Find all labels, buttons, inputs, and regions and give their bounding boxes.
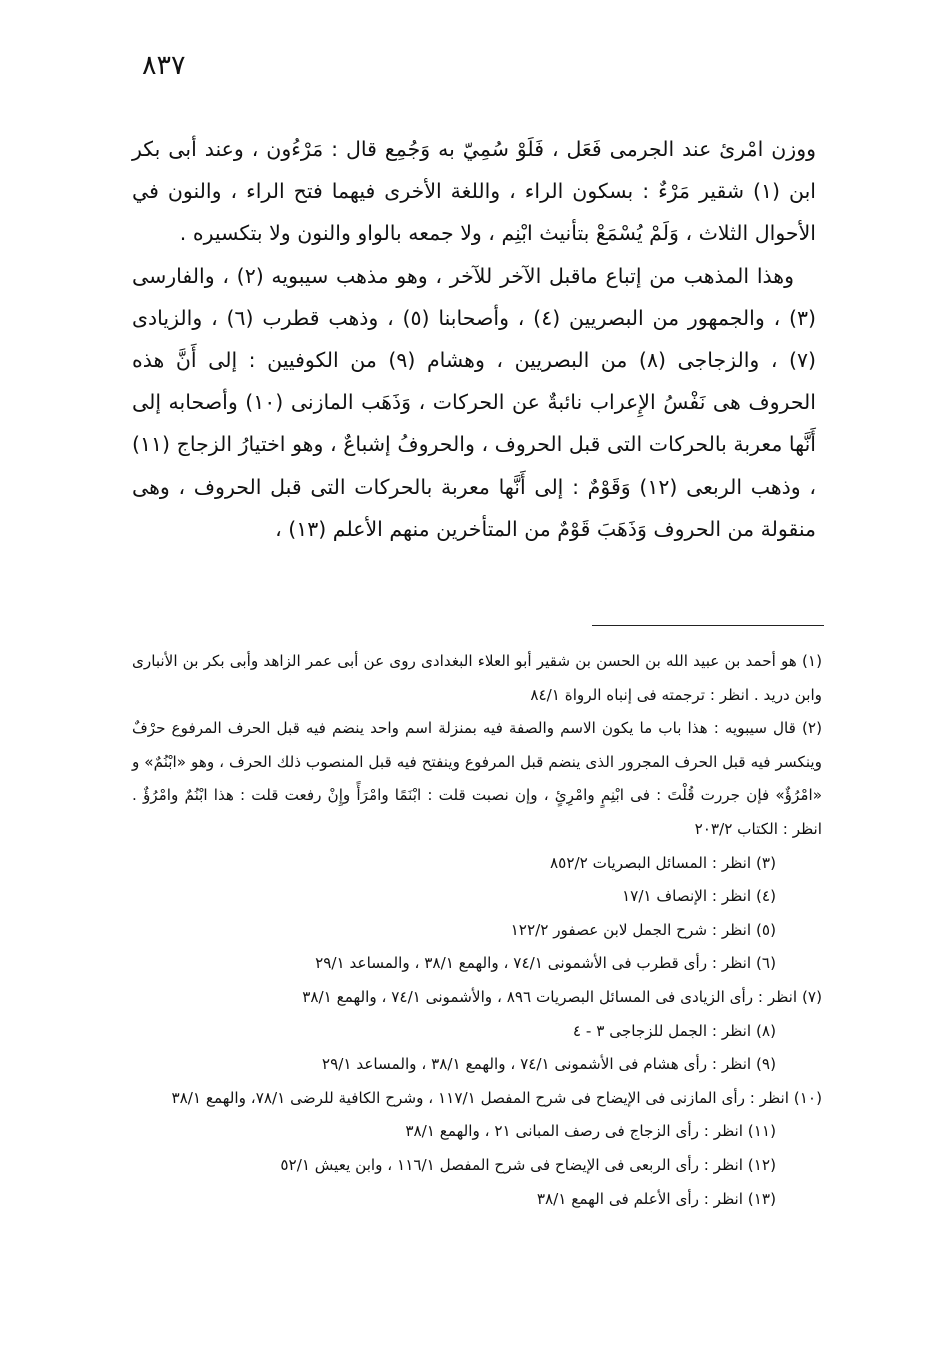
footnote-2: (٢) قال سيبويه : هذا باب ما يكون الاسم والصفة فيه بمنزلة اسم واحد ينضم فيه قبل الحرف المرفوع حرْفٌ وينكسر فيه قبل الحرف المجرور الذى ينضم قبل المرفوع وينفتح فيه قبل المنصوب ذلك الحرف ، وهو «ابْنُمٌ» و «امْرُؤٌ» فإن جررت قُلْتَ : فى ابْنِمٍ وامْرِئٍ ، وإن نصبت قلت : ابْنَمًا وامْرَأً وإِنْ رفعت قلت : هذا ابْنُمٌ وامْرُؤٌ . انظر : الكتاب ٢٠٣/٢ (132, 719, 822, 838)
footnote-10: (١٠) انظر : رأى المازنى فى الإيضاح فى شرح المفصل ١١٧/١ ، وشرح الكافية للرضى ٧٨/١، والهمع ٣٨/١ (171, 1088, 822, 1107)
footnote-12: (١٢) انظر : رأى الربعى فى الإيضاح فى شرح المفصل ١١٦/١ ، وابن يعيش ٥٢/١ (280, 1155, 776, 1174)
footnote-1: (١) هو أحمد بن عبيد الله بن الحسن بن شقير أبو العلاء البغدادى روى عن أبى عمر الزاهد وأبى بكر بن الأنبارى وابن دريد . انظر : ترجمته فى إنباه الرواة ٨٤/١ (132, 652, 822, 704)
footnotes (132, 645, 822, 1216)
footnote-5: (٥) انظر : شرح الجمل لابن عصفور ١٢٢/٢ (510, 920, 776, 939)
footnote-3: (٣) انظر : المسائل البصريات ٨٥٢/٢ (550, 853, 776, 872)
footnote-7: (٧) انظر : رأى الزيادى فى المسائل البصريات ٨٩٦ ، والأشمونى ٧٤/١ ، والهمع ٣٨/١ (302, 987, 822, 1006)
body-paragraph: وهذا المذهب من إتباع ماقبل الآخر للآخر ، وهو مذهب سيبويه (٢) ، والفارسى (٣) ، والجمهور من البصريين (٤) ، وأصحابنا (٥) ، وذهب قطرب (٦) ، والزيادى (٧) ، والزجاجى (٨) من البصريين ، وهشام (٩) من الكوفيين : إلى أَنَّ هذه الحروف هى نَفْسُ الإِعراب نائبةٌ عن الحركات ، وَذَهَب المازنى (١٠) وأصحابه إلى أَنَّها معربة بالحركات التى قبل الحروف ، والحروفُ إشباعٌ ، وهو اختيارُ الزجاج (١١) ، وذهب الربعى (١٢) وَقَوْمٌ : إلى أَنَّها معربة بالحركات التى قبل الحروف ، وهى منقولة من الحروف وَذَهَبَ قَوْمٌ من المتأخرين منهم الأعلم (١٣) ، (132, 263, 817, 541)
main-text (132, 128, 816, 550)
footnote-13: (١٣) انظر : رأى الأعلم فى الهمع ٣٨/١ (536, 1189, 776, 1208)
body-paragraph: ووزن امْرئ عند الجرمى فَعَل ، فَلَوْ سُمِيّ به وَجُمِع قال : مَرْءُون ، وعند أبى بكر ابن (١) شقير مَرْءٌ : بسكون الراء ، واللغة الأخرى فيهما فتح الراء ، والنون في الأحوال الثلاث ، وَلَمْ يُسْمَعْ بتأنيث ابْنِم ، ولا جمعه بالواو والنون ولا بتكسيره . (132, 137, 816, 246)
footnote-9: (٩) انظر : رأى هشام فى الأشمونى ٧٤/١ ، والهمع ٣٨/١ ، والمساعد ٢٩/١ (321, 1055, 776, 1074)
footnote-separator (592, 625, 824, 626)
footnote-6: (٦) انظر : رأى قطرب فى الأشمونى ٧٤/١ ، والهمع ٣٨/١ ، والمساعد ٢٩/١ (315, 954, 776, 973)
page-number: ٨٣٧ (142, 50, 186, 81)
footnote-11: (١١) انظر : رأى الزجاج فى رصف المبانى ٢١ ، والهمع ٣٨/١ (405, 1122, 776, 1141)
footnote-4: (٤) انظر : الإنصاف ١٧/١ (622, 887, 776, 906)
footnote-8: (٨) انظر : الجمل للزجاجى ٣ - ٤ (572, 1021, 776, 1040)
